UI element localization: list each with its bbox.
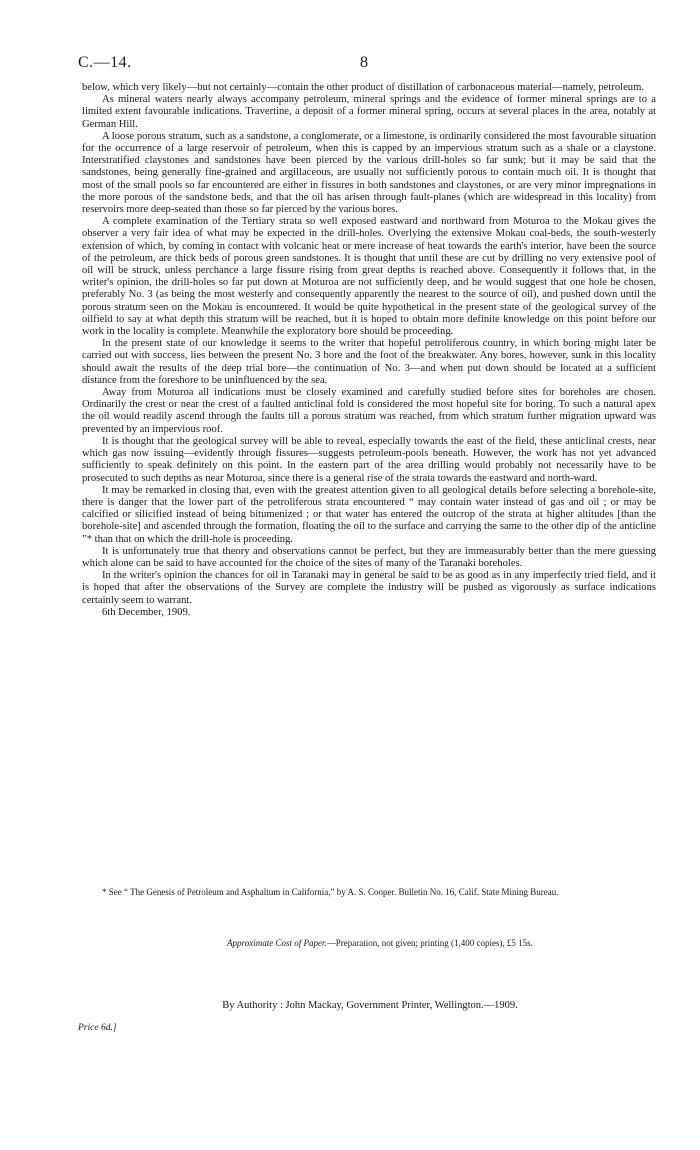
- cost-note: [0, 938, 700, 948]
- paragraph: In the present state of our knowledge it seems to the writer that hopeful petroliferous country, in which boring might later be carried out with success, lies between the present No. 3 bore and the foot of the breakwater. Any bores, however, sunk in this locality should await the results of the deep trial bore—the continuation of No. 3—and when put down should be located at a sufficient distance from the foreshore to be uninfluenced by the sea.: [82, 338, 656, 386]
- paragraph: A loose porous stratum, such as a sandstone, a conglomerate, or a limestone, is ordinarily considered the most favourable situation for the occurrence of a large reservoir of petroleum, when this is capped by an impervious stratum such as a shale or a claystone. Interstratified claystones and sandstones have been pierced by the various drill-holes so far sunk; but it may be said that the sandstones, being generally fine-grained and argillaceous, are usually not sufficiently porous to contain much oil. It is thought that most of the small pools so far encountered are either in fissures in both sandstones and claystones, or are very minor impregnations in the more porous of the sandstone beds, and that the oil has arisen through fault-planes (which are widespread in this locality) from reservoirs more deep-seated than those so far pierced by the various bores.: [82, 130, 656, 216]
- page-number: 8: [360, 54, 368, 71]
- paragraph: below, which very likely—but not certainly—contain the other product of distillation of carbonaceous material—namely, petroleum.: [82, 82, 644, 93]
- price-label: Price 6d.]: [78, 1023, 117, 1033]
- paragraph: As mineral waters nearly always accompany petroleum, mineral springs and the evidence of former mineral springs are to a limited extent favourable indications. Travertine, a deposit of a former mineral spring, occurs at several places in the area, notably at German Hill.: [82, 94, 656, 130]
- cost-note-label: Approximate Cost of Paper.: [227, 938, 327, 948]
- paragraph: Away from Moturoa all indications must be closely examined and carefully studied before sites for boreholes are chosen. Ordinarily the crest or near the crest of a faulted anticlinal fold is considered the most hopeful site for boring. To such a natural apex the oil would readily ascend through the faults till a porous stratum was reached, from which stratum further migration upward was prevented by an impervious roof.: [82, 387, 656, 435]
- paragraph: It may be remarked in closing that, even with the greatest attention given to all geological details before selecting a borehole-site, there is danger that the lower part of the petroliferous strata encountered “ may contain water instead of gas and oil ; or may be calcified or silicified instead of being bitumenized ; or that water has entered the outcrop of the strata at higher altitudes [than the borehole-site] and ascended through the formation, floating the oil to the surface and carrying the same to the other dip of the anticline ”* than that on which the drill-hole is proceeding.: [82, 484, 656, 545]
- paragraph: It is unfortunately true that theory and observations cannot be perfect, but they are immeasurably better than the mere guessing which alone can be said to have accounted for the choice of the sites of many of the Taranaki boreholes.: [82, 545, 656, 569]
- paragraph: It is thought that the geological survey will be able to reveal, especially towards the east of the field, these anticlinal crests, near which gas now issuing—evidently through fissures—suggests petroleum-pools beneath. However, the work has not yet advanced sufficiently to speak definitely on this point. In the eastern part of the area drilling would probably not necessarily have to be prosecuted to such depths as near Moturoa, since there is a general rise of the strata towards the eastward and north-ward.: [82, 435, 656, 484]
- paragraph: In the writer's opinion the chances for oil in Taranaki may in general be said to be as good as in any imperfectly tried field, and it is hoped that after the observations of the Survey are complete the industry will be pushed as vigorously as surface indications certainly seem to warrant.: [82, 570, 656, 606]
- footnote: * See “ The Genesis of Petroleum and Asphaltum in California,” by A. S. Cooper. Bulletin No. 16, Calif. State Mining Bureau.: [102, 887, 559, 897]
- document-reference: C.—14.: [78, 54, 132, 71]
- date-line: 6th December, 1909.: [102, 606, 191, 618]
- cost-note-text: —Preparation, not given; printing (1,400 copies), £5 15s.: [326, 938, 533, 948]
- printer-imprint: By Authority : John Mackay, Government Printer, Wellington.—1909.: [222, 1000, 518, 1011]
- body-text: [82, 82, 656, 619]
- paragraph: A complete examination of the Tertiary strata so well exposed eastward and northward from Moturoa to the Mokau gives the observer a very fair idea of what may be expected in the drill-holes. Overlying the extensive Mokau coal-beds, the south-westerly extension of which, by coming in contact with volcanic heat or mere increase of heat towards the earth's interior, have been the source of the petroleum, are thick beds of porous green sandstones. It is thought that until these are cut by drilling no very extensive pool of oil will be struck, unless perchance a large fissure rising from great depths is reached above. Consequently it follows that, in the writer's opinion, the drill-holes so far put down at Moturoa are not sufficiently deep, and he would suggest that one hole be chosen, preferably No. 3 (as being the most westerly and consequently apparently the nearest to the source of oil), and pushed down until the porous stratum seen on the Mokau is encountered. It would be quite hypothetical in the present state of the geological survey of the oilfield to say at what depth this stratum will be reached, but it is hoped to obtain more definite knowledge on this point before our work in the locality is complete. Meanwhile the exploratory bore should be proceeding.: [82, 216, 656, 338]
